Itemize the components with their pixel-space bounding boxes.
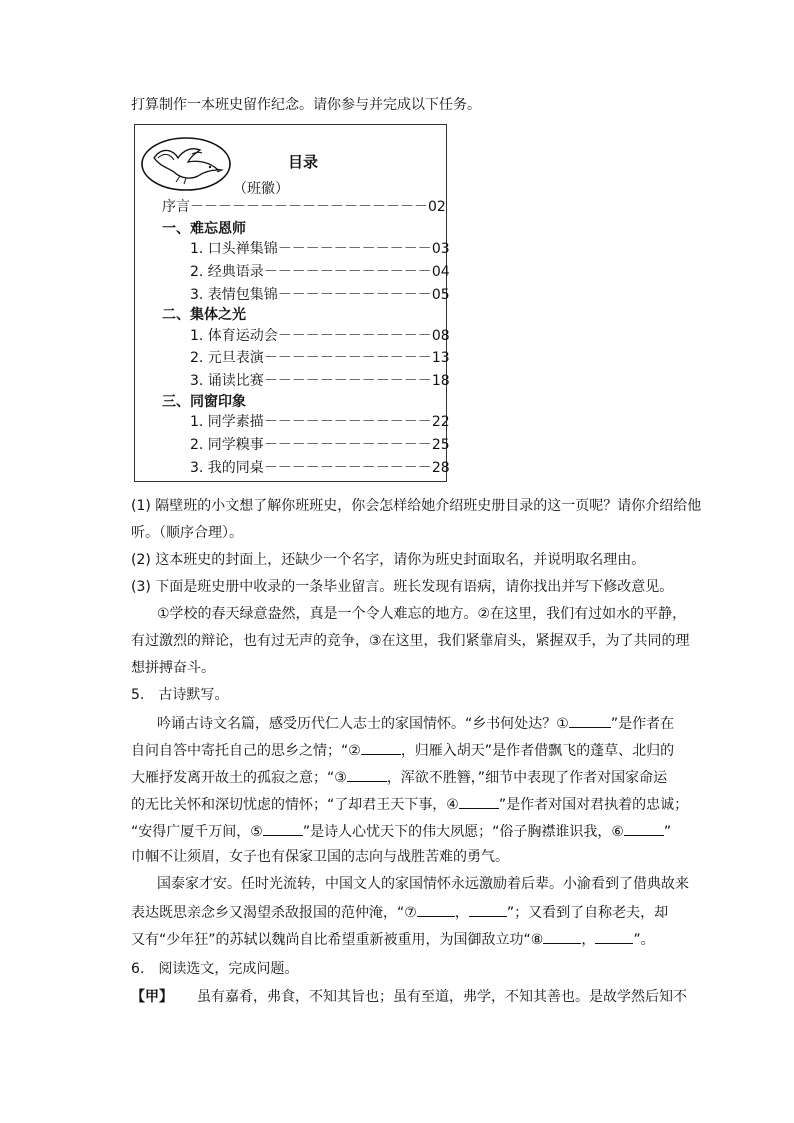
answer-blank-7b[interactable]: [469, 902, 507, 917]
q5-paragraph-line: [131, 740, 674, 760]
toc-page-number: 05: [431, 287, 450, 303]
q5-paragraph-line: [131, 902, 668, 922]
q5-text: ，归雁入胡天”是作者借飘飞的蓬草、北归的: [400, 743, 675, 759]
q5-text: ”是作者对国对君执着的忠诚；: [498, 797, 689, 813]
q5-paragraph-line: [131, 794, 688, 814]
q5-text: 吟诵古诗文名篇，感受历代仁人志士的家国情怀。“乡书何处达？①: [157, 716, 569, 732]
toc-entry-label: 2. 同学糗事: [190, 437, 264, 453]
toc-section-title: 二、集体之光: [162, 307, 246, 323]
toc-entry[interactable]: [190, 349, 450, 367]
toc-page-number: 28: [431, 460, 450, 476]
answer-blank-7a[interactable]: [417, 902, 455, 917]
passage-line: 有过激烈的辩论，也有过无声的竞争，③在这里，我们紧靠肩头，紧握双手，为了共同的理: [131, 633, 690, 649]
q5-paragraph-line: [157, 713, 674, 733]
answer-blank-3[interactable]: [347, 767, 387, 782]
q6-passage-line: [131, 988, 687, 1006]
question-6-heading: 6. 阅读选文，完成问题。: [131, 961, 299, 977]
toc-leader: －－－－－－－－－－－－: [263, 350, 432, 366]
toc-page-number: 18: [431, 373, 450, 389]
class-badge-dove-icon: [140, 136, 232, 196]
toc-leader: －－－－－－－－－－－: [277, 328, 432, 344]
question-5-heading: 5. 古诗默写。: [131, 687, 229, 703]
q5-paragraph-line: [131, 929, 655, 949]
toc-entry[interactable]: [190, 459, 450, 477]
q5-paragraph-line: [131, 767, 667, 787]
toc-entry-label: 2. 元旦表演: [190, 350, 264, 366]
answer-blank-8b[interactable]: [595, 929, 633, 944]
q5-text: ”；又看到了自称老夫，却: [506, 905, 669, 921]
question-3: (3) 下面是班史册中收录的一条毕业留言。班长发现有语病，请你找出并写下修改意见。: [131, 579, 674, 595]
toc-title: 目录: [288, 153, 319, 171]
toc-subtitle: （班徽）: [233, 181, 289, 197]
q5-text: ，: [454, 905, 469, 921]
toc-page-number: 08: [431, 328, 450, 344]
answer-blank-2[interactable]: [361, 740, 401, 755]
q5-text: 的无比关怀和深切忧虑的情怀；“了却君王天下事，④: [131, 797, 459, 813]
q5-text: 大雁抒发离开故土的孤寂之意；“③: [131, 770, 347, 786]
toc-entry-label: 序言: [162, 199, 190, 215]
q5-paragraph-line: 国泰家才安。任时光流转，中国文人的家国情怀永远激励着后辈。小渝看到了借典故来: [157, 876, 689, 892]
toc-page-number: 22: [431, 414, 450, 430]
passage-line: ①学校的春天绿意盎然，真是一个令人难忘的地方。②在这里，我们有过如水的平静，: [157, 606, 687, 622]
toc-entry-label: 2. 经典语录: [190, 264, 264, 280]
toc-page-number: 13: [431, 350, 450, 366]
q5-text: ，: [581, 932, 596, 948]
toc-section-title: 一、难忘恩师: [162, 221, 246, 237]
toc-entry[interactable]: [190, 327, 450, 345]
question-2: (2) 这本班史的封面上，还缺少一个名字，请你为班史封面取名，并说明取名理由。: [131, 552, 646, 568]
toc-leader: －－－－－－－－－－－: [277, 241, 432, 257]
toc-leader: －－－－－－－－－－－: [277, 287, 432, 303]
q5-text: 又有“少年狂”的苏轼以魏尚自比希望重新被重用，为国御敌立功“⑧: [131, 932, 544, 948]
q5-text: “安得广厦千万间，⑤: [131, 824, 263, 840]
q5-paragraph-line: [131, 821, 671, 841]
toc-leader: －－－－－－－－－－－－: [263, 414, 432, 430]
intro-text: 打算制作一本班史留作纪念。请你参与并完成以下任务。: [131, 97, 481, 113]
q5-text: ”。: [633, 932, 655, 948]
q5-text: ”是诗人心忧天下的伟大夙愿；“俗子胸襟谁识我，⑥: [302, 824, 624, 840]
toc-entry[interactable]: [190, 240, 450, 258]
toc-leader: －－－－－－－－－－－－: [263, 373, 432, 389]
q5-text: 自问自答中寄托自己的思乡之情；“②: [131, 743, 361, 759]
toc-entry[interactable]: [190, 413, 450, 431]
toc-entry[interactable]: [190, 263, 450, 281]
q5-paragraph-line: 巾帼不让须眉，女子也有保家卫国的志向与战胜苦难的勇气。: [131, 849, 509, 865]
answer-blank-4[interactable]: [459, 794, 499, 809]
question-1-line: 听。（顺序合理）。: [131, 525, 243, 541]
toc-entry-label: 3. 表情包集锦: [190, 287, 278, 303]
answer-blank-6[interactable]: [624, 821, 664, 836]
toc-entry-label: 1. 同学素描: [190, 414, 264, 430]
toc-entry-label: 1. 体育运动会: [190, 328, 278, 344]
answer-blank-1[interactable]: [569, 713, 611, 728]
toc-section-title: 三、同窗印象: [162, 394, 246, 410]
toc-entry[interactable]: [190, 372, 450, 390]
answer-blank-5[interactable]: [263, 821, 303, 836]
answer-blank-8a[interactable]: [543, 929, 581, 944]
q5-text: 表达既思亲念乡又渴望杀敌报国的范仲淹，“⑦: [131, 905, 417, 921]
passage-line: 想拼搏奋斗。: [131, 660, 215, 676]
toc-page-number: 25: [431, 437, 450, 453]
q5-text: ，浑欲不胜簪，”细节中表现了作者对国家命运: [386, 770, 668, 786]
toc-leader: －－－－－－－－－－－－: [263, 264, 432, 280]
toc-leader: －－－－－－－－－－－－: [263, 460, 432, 476]
toc-entry-label: 3. 我的同桌: [190, 460, 264, 476]
toc-entry[interactable]: [190, 286, 450, 304]
q5-text: ”: [663, 824, 672, 840]
question-1-line: (1) 隔壁班的小文想了解你班班史，你会怎样给她介绍班史册目录的这一页呢？请你介绍给他: [131, 498, 702, 514]
passage-label-jia: 【甲】: [131, 989, 173, 1005]
toc-page-number: 03: [431, 241, 450, 257]
toc-entry-label: 3. 诵读比赛: [190, 373, 264, 389]
toc-entry[interactable]: [190, 436, 450, 454]
q6-passage-text: 虽有嘉肴，弗食，不知其旨也；虽有至道，弗学，不知其善也。是故学然后知不: [197, 989, 687, 1005]
toc-leader: －－－－－－－－－－－－－－－－－: [190, 199, 428, 215]
toc-leader: －－－－－－－－－－－－: [263, 437, 432, 453]
toc-page-number: 02: [428, 199, 446, 215]
toc-page-number: 04: [431, 264, 450, 280]
toc-preface-row[interactable]: [162, 198, 446, 216]
q5-text: ”是作者在: [610, 716, 675, 732]
toc-entry-label: 1. 口头禅集锦: [190, 241, 278, 257]
